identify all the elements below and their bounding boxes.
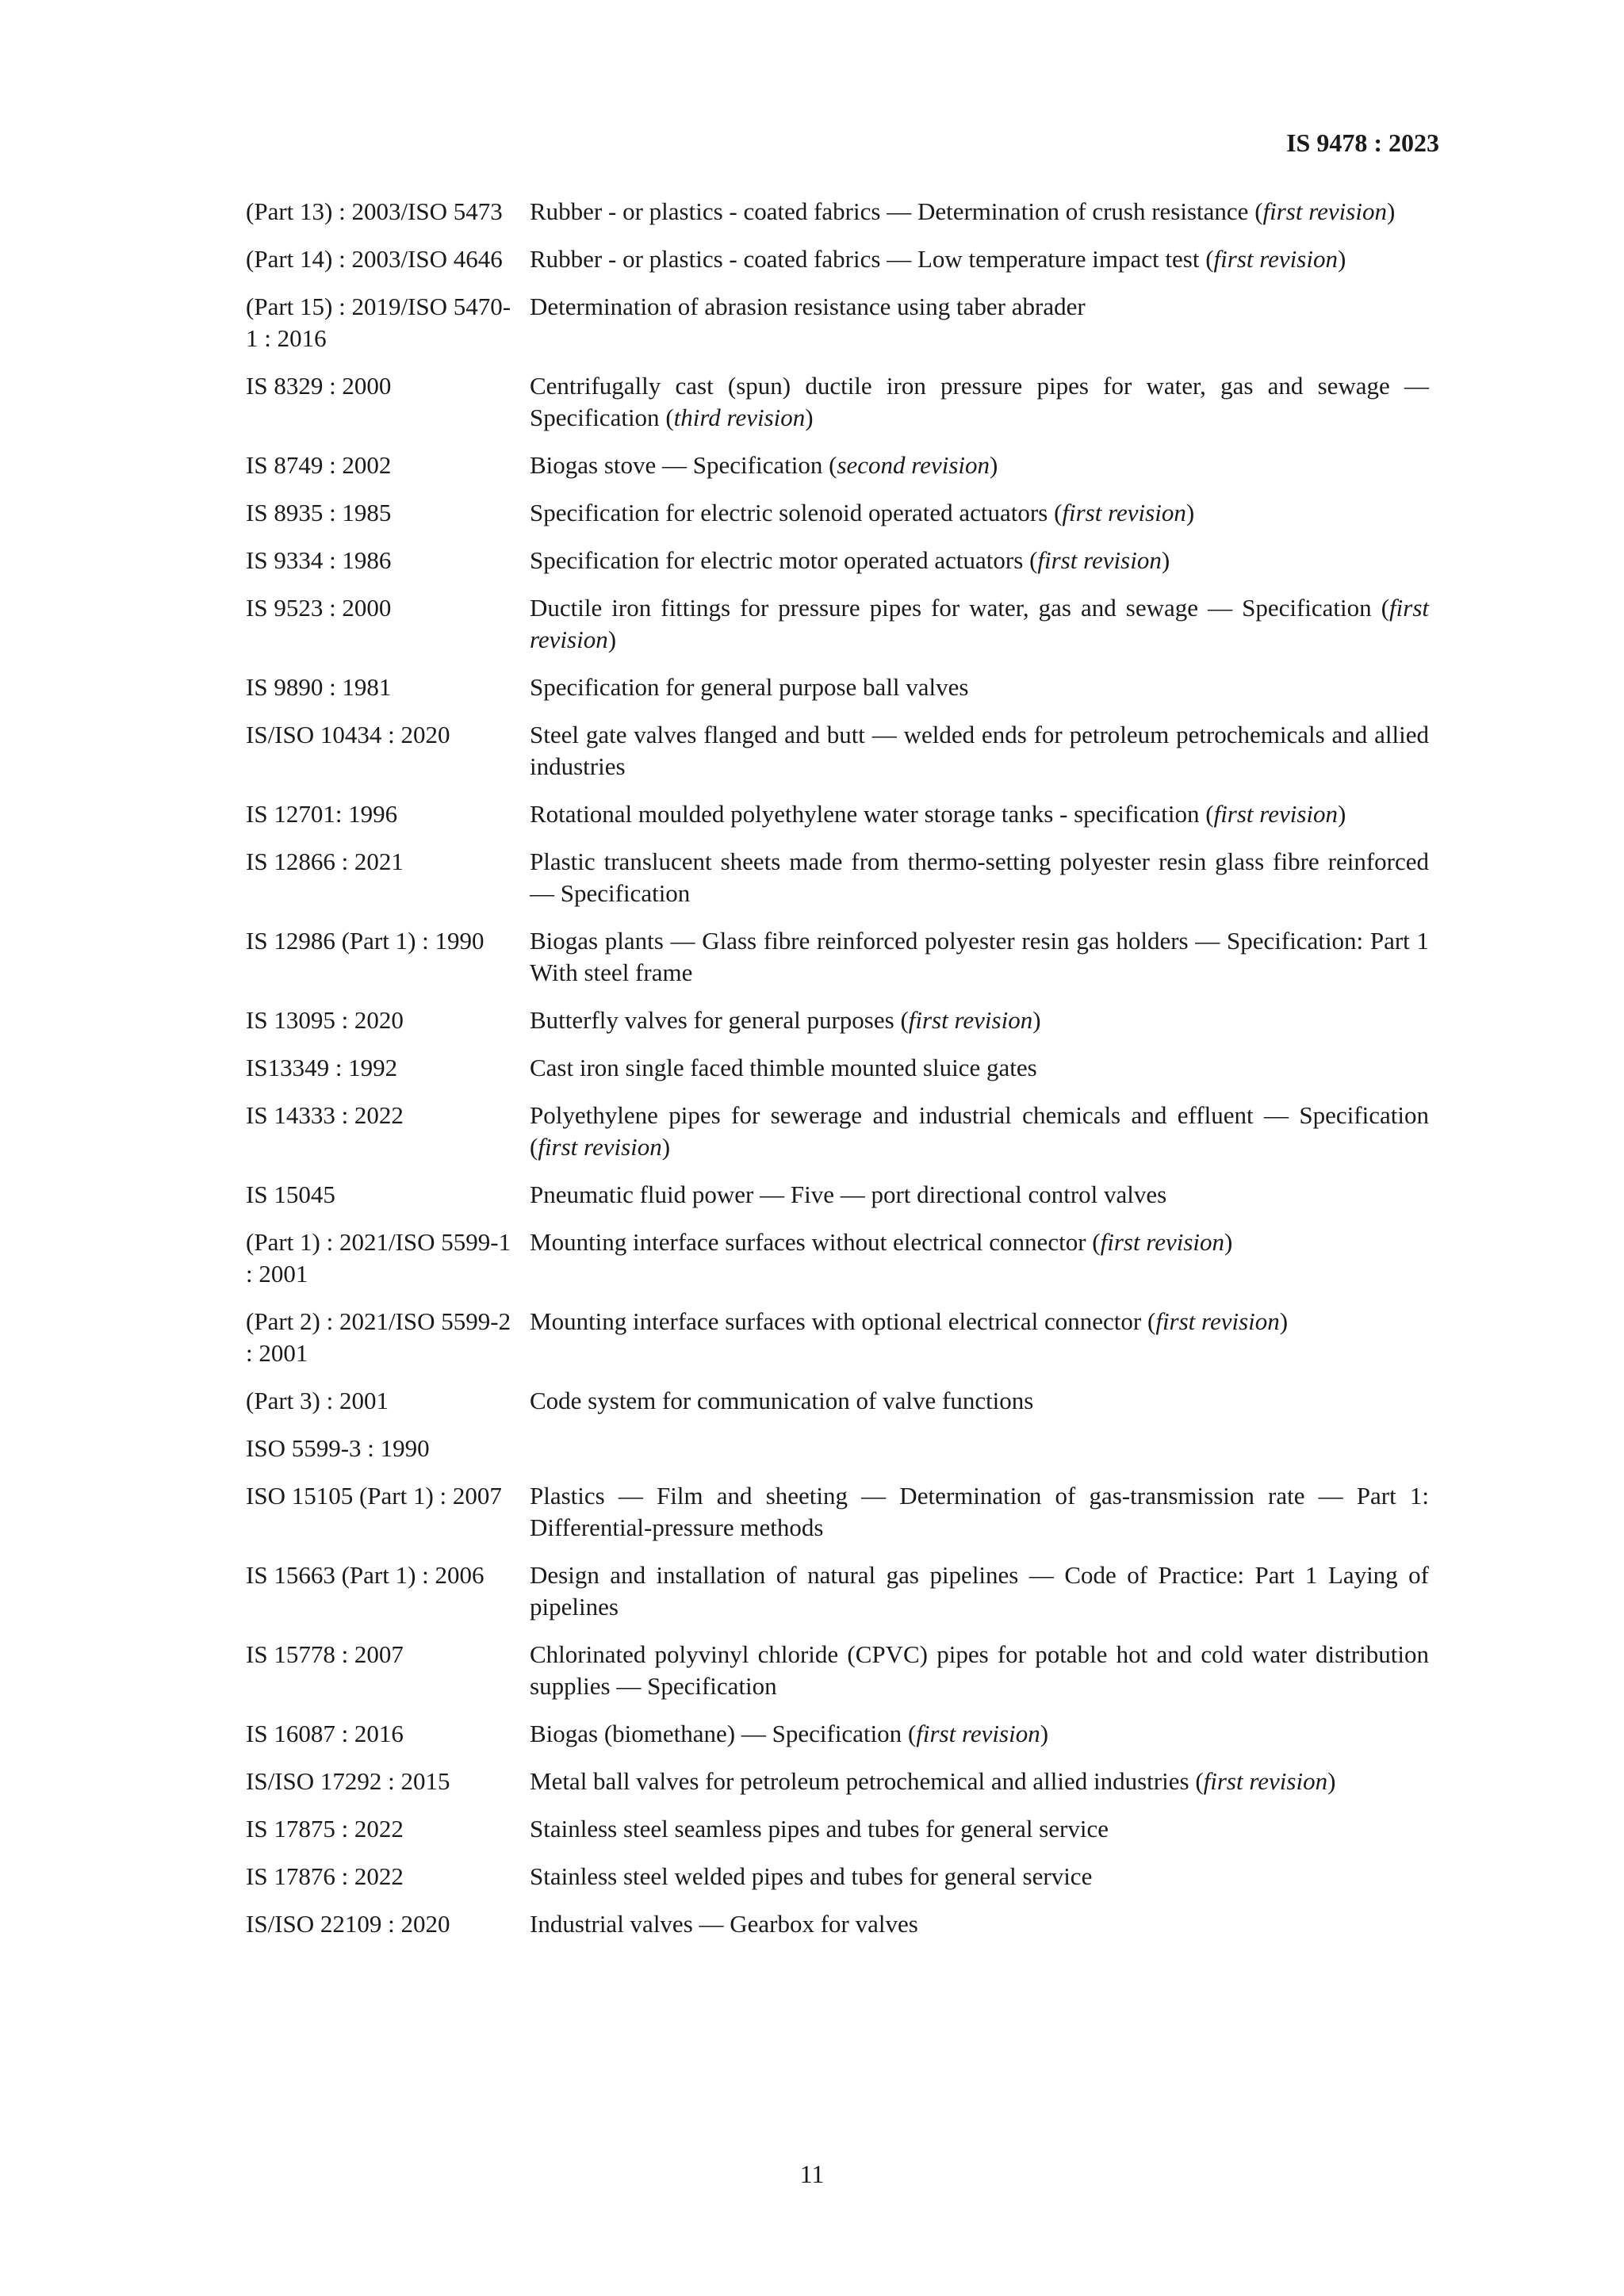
- reference-code: (Part 15) : 2019/ISO 5470-1 : 2016: [246, 293, 511, 352]
- reference-title-text: Stainless steel seamless pipes and tubes for general service: [530, 1815, 1109, 1843]
- reference-title: [530, 1480, 1429, 1544]
- reference-code: IS 12701: 1996: [246, 800, 398, 828]
- reference-title: [530, 925, 1429, 989]
- revision-note: first revision: [1203, 1767, 1328, 1795]
- reference-code: IS 13095 : 2020: [246, 1006, 404, 1034]
- reference-title-text: Cast iron single faced thimble mounted sluice gates: [530, 1054, 1037, 1081]
- reference-title: Specification for electric solenoid operated actuators (first revision): [530, 499, 1195, 526]
- reference-code: IS 15663 (Part 1) : 2006: [246, 1561, 485, 1589]
- revision-note: first revision: [538, 1133, 662, 1161]
- reference-title-text: Polyethylene pipes for sewerage and industrial chemicals and effluent — Specification: [530, 1101, 1429, 1129]
- reference-title: Butterfly valves for general purposes (first revision): [530, 1006, 1041, 1034]
- reference-code: (Part 14) : 2003/ISO 4646: [246, 245, 503, 273]
- reference-code: IS 12866 : 2021: [246, 848, 404, 875]
- reference-code: IS/ISO 22109 : 2020: [246, 1910, 450, 1938]
- reference-title-text: Design and installation of natural gas pipelines — Code of Practice: Part 1 Laying of pipelines: [530, 1561, 1429, 1621]
- reference-code: ISO 15105 (Part 1) : 2007: [246, 1482, 502, 1510]
- reference-code: IS 17875 : 2022: [246, 1815, 404, 1843]
- reference-title: [530, 1861, 1429, 1892]
- reference-title-text: Pneumatic fluid power — Five — port directional control valves: [530, 1181, 1167, 1208]
- revision-note: first revision: [916, 1720, 1040, 1747]
- reference-title: Polyethylene pipes for sewerage and industrial chemicals and effluent — Specification (first revision): [530, 1101, 1429, 1161]
- reference-title-text: Rubber - or plastics - coated fabrics — Low temperature impact test: [530, 245, 1200, 273]
- revision-note: first revision: [908, 1006, 1033, 1034]
- reference-row: [246, 1306, 1429, 1369]
- reference-title-text: Biogas stove — Specification: [530, 451, 823, 479]
- reference-title-text: Mounting interface surfaces with optional electrical connector: [530, 1307, 1142, 1335]
- reference-code: IS 17876 : 2022: [246, 1862, 404, 1890]
- reference-title-text: Stainless steel welded pipes and tubes for general service: [530, 1862, 1093, 1890]
- reference-title: Centrifugally cast (spun) ductile iron pressure pipes for water, gas and sewage — Specification (third revision): [530, 372, 1429, 431]
- standard-number-header: IS 9478 : 2023: [1286, 128, 1439, 157]
- reference-title-text: Plastics — Film and sheeting — Determination of gas-transmission rate — Part 1: Differential-pressure methods: [530, 1482, 1429, 1541]
- revision-note: second revision: [837, 451, 990, 479]
- reference-code: IS 8329 : 2000: [246, 372, 392, 400]
- revision-note: first revision: [1100, 1228, 1225, 1256]
- reference-code: IS 8749 : 2002: [246, 451, 392, 479]
- reference-title: [530, 1559, 1429, 1623]
- reference-code: (Part 3) : 2001: [246, 1387, 389, 1414]
- reference-row: [246, 1766, 1429, 1797]
- reference-title-text: Rubber - or plastics - coated fabrics — Determination of crush resistance: [530, 197, 1249, 225]
- reference-title-text: Specification for general purpose ball valves: [530, 673, 969, 701]
- reference-code: IS13349 : 1992: [246, 1054, 398, 1081]
- reference-title: Biogas stove — Specification (second revision): [530, 451, 998, 479]
- reference-title-text: Chlorinated polyvinyl chloride (CPVC) pipes for potable hot and cold water distribution supplies — Specification: [530, 1640, 1429, 1700]
- reference-code: IS/ISO 10434 : 2020: [246, 721, 450, 748]
- reference-title-text: Determination of abrasion resistance using taber abrader: [530, 293, 1086, 320]
- reference-title: [530, 1179, 1429, 1211]
- reference-row: [246, 196, 1429, 228]
- revision-note: first revision: [1062, 499, 1186, 526]
- reference-row: [246, 450, 1429, 481]
- reference-title: Rubber - or plastics - coated fabrics — Low temperature impact test (first revision): [530, 245, 1346, 273]
- reference-title-text: Steel gate valves flanged and butt — welded ends for petroleum petrochemicals and allied industries: [530, 721, 1429, 780]
- reference-title: Metal ball valves for petroleum petrochemical and allied industries (first revision): [530, 1767, 1336, 1795]
- reference-row: [246, 925, 1429, 989]
- reference-code: IS 9334 : 1986: [246, 546, 392, 574]
- reference-code: (Part 2) : 2021/ISO 5599-2 : 2001: [246, 1307, 511, 1367]
- reference-code: IS 12986 (Part 1) : 1990: [246, 927, 485, 955]
- reference-row: [246, 1226, 1429, 1290]
- reference-code: IS 9890 : 1981: [246, 673, 392, 701]
- reference-code: ISO 5599-3 : 1990: [246, 1434, 430, 1462]
- reference-row: [246, 370, 1429, 434]
- reference-code: (Part 13) : 2003/ISO 5473: [246, 197, 503, 225]
- reference-row: [246, 1052, 1429, 1084]
- reference-row: [246, 1480, 1429, 1544]
- reference-title: Specification for electric motor operated actuators (first revision): [530, 546, 1170, 574]
- reference-title: [530, 846, 1429, 909]
- reference-title-text: Biogas plants — Glass fibre reinforced polyester resin gas holders — Specification: Part 1 With steel frame: [530, 927, 1429, 986]
- reference-code: IS 14333 : 2022: [246, 1101, 404, 1129]
- reference-title: [530, 1908, 1429, 1940]
- reference-title-text: Mounting interface surfaces without electrical connector: [530, 1228, 1086, 1256]
- reference-title-text: Biogas (biomethane) — Specification: [530, 1720, 902, 1747]
- reference-title-text: Ductile iron fittings for pressure pipes for water, gas and sewage — Specification: [530, 594, 1372, 622]
- revision-note: first revision: [1037, 546, 1162, 574]
- reference-row: [246, 719, 1429, 783]
- reference-title: Biogas (biomethane) — Specification (first revision): [530, 1720, 1049, 1747]
- reference-code: (Part 1) : 2021/ISO 5599-1 : 2001: [246, 1228, 511, 1288]
- revision-note: first revision: [1262, 197, 1387, 225]
- reference-row: [246, 291, 1429, 354]
- reference-row: [246, 1718, 1429, 1750]
- reference-title-text: Butterfly valves for general purposes: [530, 1006, 894, 1034]
- reference-table: [246, 196, 1429, 1940]
- page-number: 11: [799, 2160, 825, 2188]
- reference-title: Rotational moulded polyethylene water storage tanks - specification (first revision): [530, 800, 1346, 828]
- reference-row: [246, 1433, 1429, 1464]
- reference-row: [246, 1004, 1429, 1036]
- reference-title-text: Specification for electric motor operated actuators: [530, 546, 1024, 574]
- reference-title: Ductile iron fittings for pressure pipes for water, gas and sewage — Specification (first revision): [530, 594, 1429, 653]
- reference-row: [246, 1639, 1429, 1702]
- reference-title: Rubber - or plastics - coated fabrics — Determination of crush resistance (first revision): [530, 197, 1396, 225]
- reference-row: [246, 243, 1429, 275]
- reference-row: [246, 798, 1429, 830]
- reference-code: IS 15778 : 2007: [246, 1640, 404, 1668]
- reference-row: [246, 846, 1429, 909]
- reference-row: [246, 592, 1429, 656]
- reference-row: [246, 1908, 1429, 1940]
- reference-row: [246, 497, 1429, 529]
- reference-title-text: Specification for electric solenoid operated actuators: [530, 499, 1048, 526]
- reference-row: [246, 1100, 1429, 1163]
- revision-note: first revision: [1155, 1307, 1280, 1335]
- revision-note: third revision: [673, 404, 806, 431]
- reference-code: IS 9523 : 2000: [246, 594, 392, 622]
- revision-note: first revision: [530, 594, 1429, 653]
- reference-title: [530, 719, 1429, 783]
- reference-code: IS 16087 : 2016: [246, 1720, 404, 1747]
- reference-title-text: Industrial valves — Gearbox for valves: [530, 1910, 918, 1938]
- revision-note: first revision: [1213, 800, 1339, 828]
- reference-title: [530, 1433, 1429, 1464]
- reference-row: [246, 1179, 1429, 1211]
- reference-code: IS 8935 : 1985: [246, 499, 392, 526]
- reference-title: [530, 1052, 1429, 1084]
- reference-title: [530, 672, 1429, 703]
- reference-code: IS 15045: [246, 1181, 335, 1208]
- revision-note: first revision: [1213, 245, 1338, 273]
- reference-row: [246, 545, 1429, 576]
- reference-row: [246, 1385, 1429, 1417]
- reference-title: Mounting interface surfaces with optional electrical connector (first revision): [530, 1307, 1289, 1335]
- reference-title-text: Plastic translucent sheets made from thermo-setting polyester resin glass fibre reinforced — Specification: [530, 848, 1429, 907]
- reference-title-text: Code system for communication of valve functions: [530, 1387, 1034, 1414]
- reference-title-text: Centrifugally cast (spun) ductile iron pressure pipes for water, gas and sewage — Specification: [530, 372, 1429, 431]
- reference-title: [530, 1639, 1429, 1702]
- reference-row: [246, 1861, 1429, 1892]
- reference-title: [530, 291, 1429, 354]
- reference-title-text: Rotational moulded polyethylene water storage tanks - specification: [530, 800, 1200, 828]
- reference-row: [246, 672, 1429, 703]
- reference-title: [530, 1813, 1429, 1845]
- reference-title-text: Metal ball valves for petroleum petrochemical and allied industries: [530, 1767, 1189, 1795]
- reference-row: [246, 1813, 1429, 1845]
- reference-title: Mounting interface surfaces without electrical connector (first revision): [530, 1228, 1233, 1256]
- reference-row: [246, 1559, 1429, 1623]
- reference-title: [530, 1385, 1429, 1417]
- reference-code: IS/ISO 17292 : 2015: [246, 1767, 450, 1795]
